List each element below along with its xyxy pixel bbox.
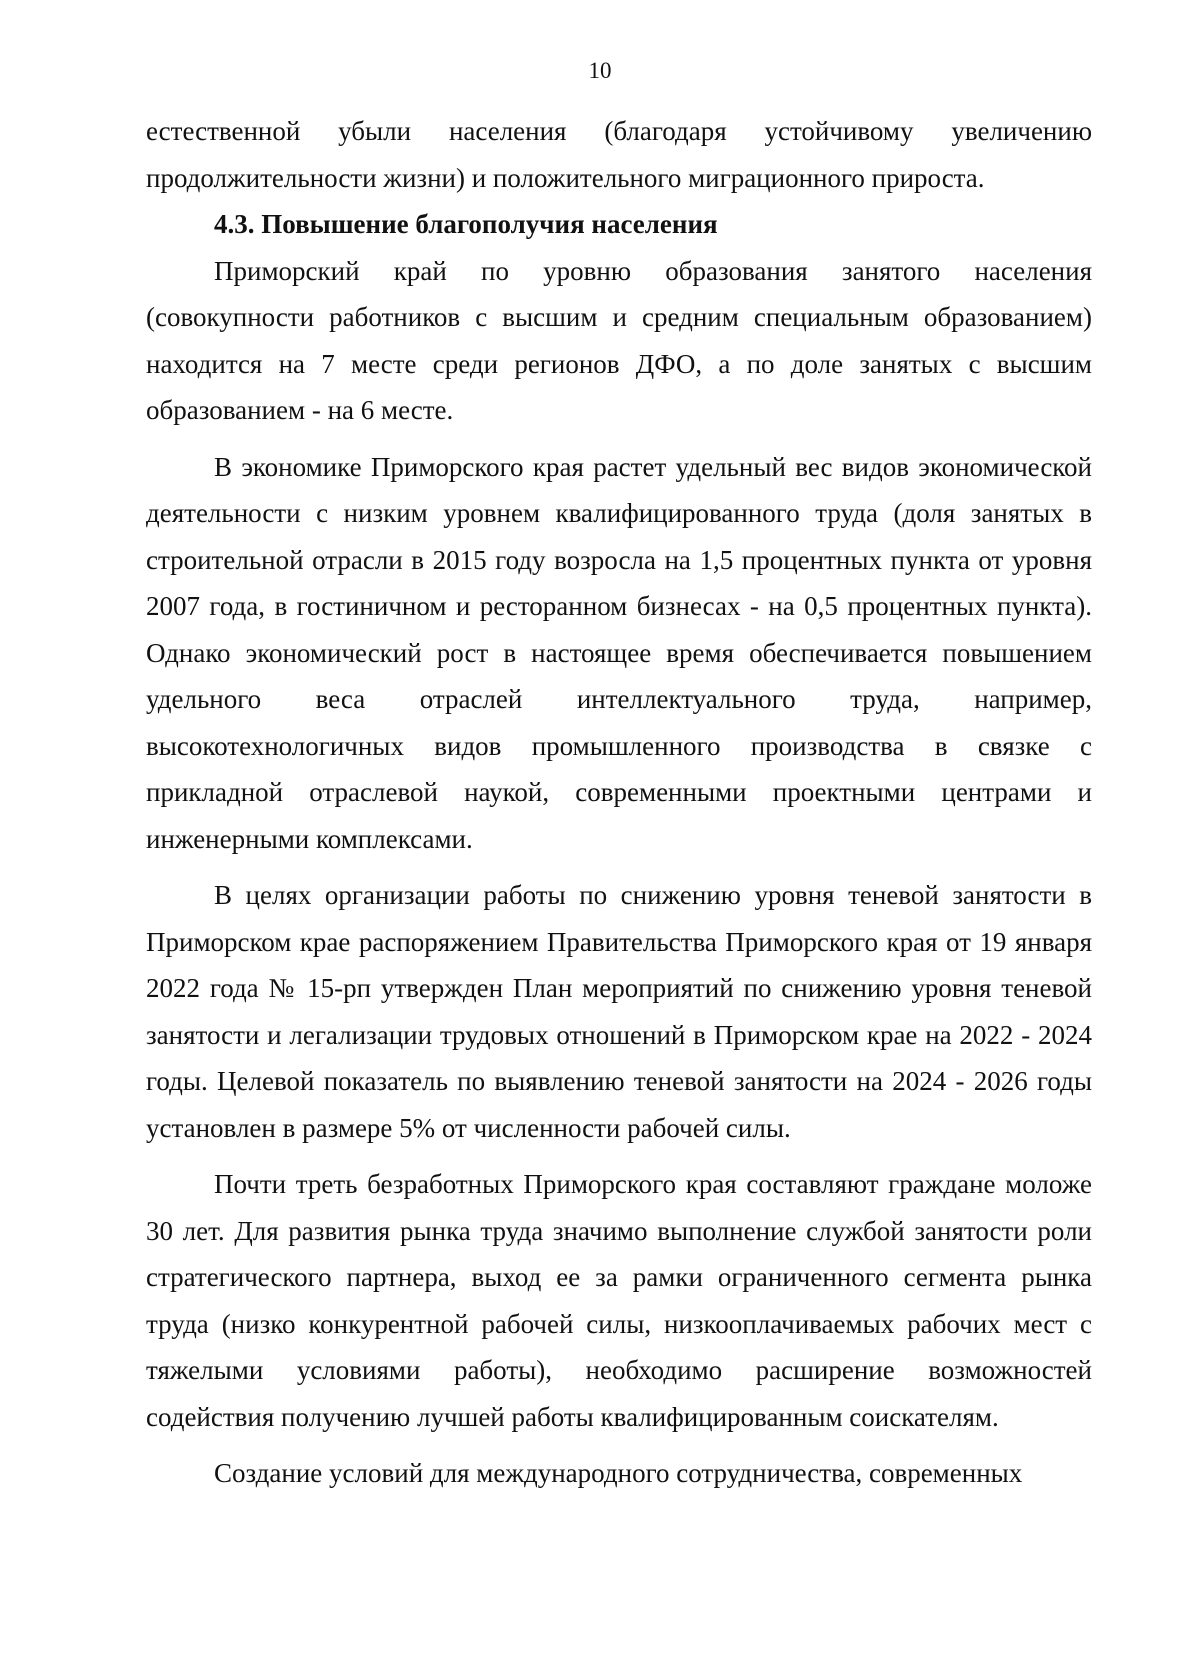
document-body <box>146 108 1092 1497</box>
paragraph-shadow-employment: В целях организации работы по снижению уровня теневой занятости в Приморском крае распоряжением Правительства Приморского края от 19 января 2022 года № 15-рп утвержден План мероприятий по снижению уровня теневой занятости и легализации трудовых отношений в Приморском крае на 2022 - 2024 годы. Целевой показатель по выявлению теневой занятости на 2024 - 2026 годы установлен в размере 5% от численности рабочей силы. <box>146 880 1092 1143</box>
paragraph-international-cooperation: Создание условий для международного сотрудничества, современных <box>214 1458 1023 1488</box>
paragraph-education-level: Приморский край по уровню образования занятого населения (совокупности работников с высшим и средним специальным образованием) находится на 7 месте среди регионов ДФО, а по доле занятых с высшим образованием - на 6 месте. <box>146 255 1092 425</box>
page-number: 10 <box>588 58 612 83</box>
paragraph-unemployment-youth: Почти треть безработных Приморского края составляют граждане моложе 30 лет. Для развития рынка труда значимо выполнение службой занятости роли стратегического партнера, выход ее за рамки ограниченного сегмента рынка труда (низко конкурентной рабочей силы, низкооплачиваемых рабочих мест с тяжелыми условиями работы), необходимо расширение возможностей содействия получению лучшей работы квалифицированным соискателям. <box>146 1169 1092 1432</box>
section-heading: 4.3. Повышение благополучия населения <box>214 209 718 239</box>
paragraph-continuation: естественной убыли населения (благодаря устойчивому увеличению продолжительности жизни) и положительного миграционного прироста. <box>146 116 1092 193</box>
paragraph-economy-structure: В экономике Приморского края растет удельный вес видов экономической деятельности с низким уровнем квалифицированного труда (доля занятых в строительной отрасли в 2015 году возросла на 1,5 процентных пункта от уровня 2007 года, в гостиничном и ресторанном бизнесах - на 0,5 процентных пункта). Однако экономический рост в настоящее время обеспечивается повышением удельного веса отраслей интеллектуального труда, например, высокотехнологичных видов промышленного производства в связке с прикладной отраслевой наукой, современными проектными центрами и инженерными комплексами. <box>146 451 1092 854</box>
